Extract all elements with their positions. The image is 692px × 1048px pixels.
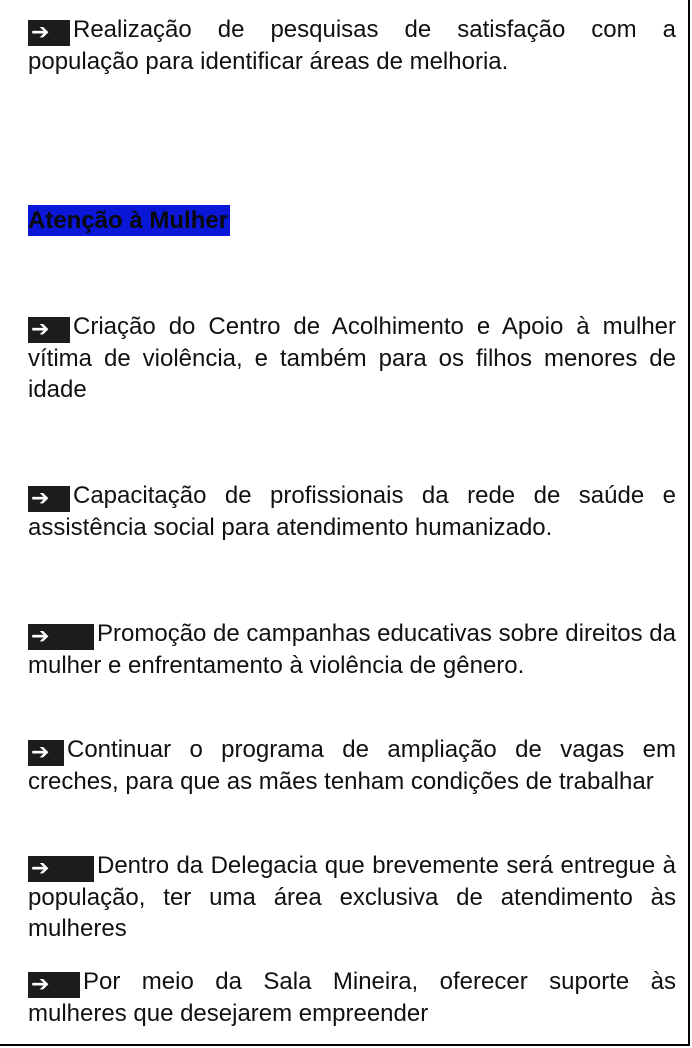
arrow-bullet-icon: ➔ bbox=[28, 317, 70, 343]
list-item-text: Realização de pesquisas de satisfação com a população para identificar áreas de melhoria. bbox=[28, 16, 676, 75]
list-item-text: Capacitação de profissionais da rede de saúde e assistência social para atendimento humanizado. bbox=[28, 482, 676, 541]
list-item-text: Por meio da Sala Mineira, oferecer suporte às mulheres que desejarem empreender bbox=[28, 968, 676, 1027]
arrow-bullet-icon: ➔ bbox=[28, 20, 70, 46]
list-item bbox=[28, 966, 676, 1029]
list-item bbox=[28, 618, 676, 681]
arrow-bullet-icon: ➔ bbox=[28, 486, 70, 512]
list-item-text: Dentro da Delegacia que brevemente será entregue à população, ter uma área exclusiva de atendimento às mulheres bbox=[28, 852, 676, 942]
arrow-bullet-icon: ➔ bbox=[28, 856, 94, 882]
list-item bbox=[28, 734, 676, 797]
list-item-text: Continuar o programa de ampliação de vagas em creches, para que as mães tenham condições de trabalhar bbox=[28, 736, 676, 795]
arrow-bullet-icon: ➔ bbox=[28, 740, 64, 766]
arrow-bullet-icon: ➔ bbox=[28, 972, 80, 998]
section-heading: Atenção à Mulher bbox=[28, 207, 229, 234]
list-item bbox=[28, 480, 676, 543]
list-item bbox=[28, 311, 676, 405]
list-item-text: Criação do Centro de Acolhimento e Apoio à mulher vítima de violência, e também para os filhos menores de idade bbox=[28, 313, 676, 403]
arrow-bullet-icon: ➔ bbox=[28, 624, 94, 650]
list-item bbox=[28, 14, 676, 77]
list-item bbox=[28, 850, 676, 944]
list-item-text: Promoção de campanhas educativas sobre direitos da mulher e enfrentamento à violência de gênero. bbox=[28, 620, 676, 679]
